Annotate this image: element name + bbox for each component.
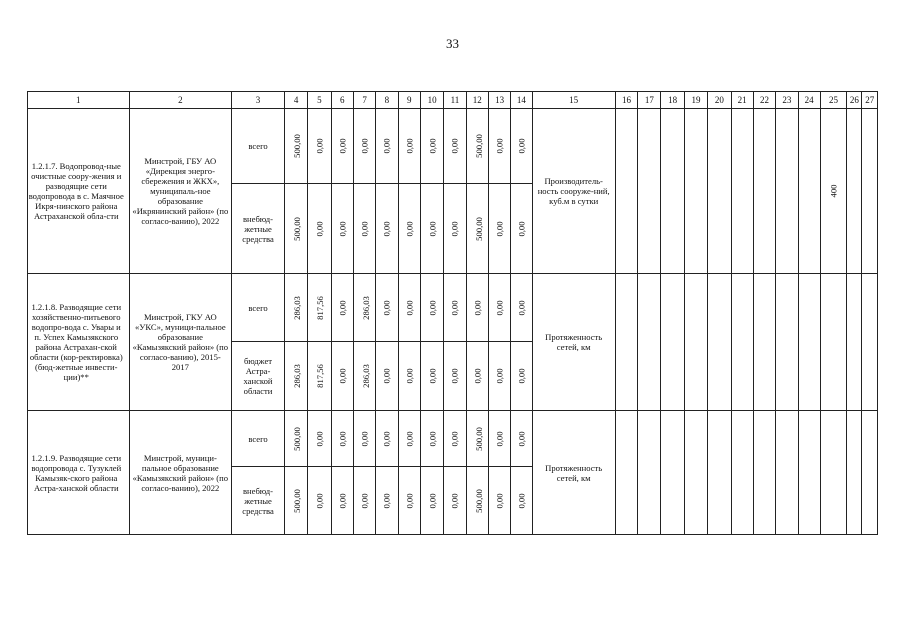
amount-value: 0,00 bbox=[337, 299, 348, 316]
amount-cell bbox=[376, 109, 398, 184]
funding-source: внебюд-жетные средства bbox=[232, 184, 285, 274]
funding-source: всего bbox=[232, 411, 285, 467]
indicator-cell: Производитель-ность сооруже-ний, куб.м в сутки bbox=[532, 109, 615, 274]
amount-value: 0,00 bbox=[516, 220, 527, 237]
amount-cell bbox=[284, 467, 307, 535]
funding-source: внебюд-жетные средства bbox=[232, 467, 285, 535]
amount-value: 0,00 bbox=[404, 299, 415, 316]
target-cell-25 bbox=[820, 274, 846, 411]
target-cell-24 bbox=[798, 274, 820, 411]
amount-value: 0,00 bbox=[337, 430, 348, 447]
amount-value: 0,00 bbox=[381, 430, 392, 447]
amount-value: 0,00 bbox=[494, 299, 505, 316]
amount-cell bbox=[511, 411, 532, 467]
target-cell-27 bbox=[862, 274, 878, 411]
target-cell-21 bbox=[731, 109, 753, 274]
amount-cell bbox=[444, 184, 466, 274]
amount-value: 500,00 bbox=[473, 426, 484, 451]
target-cell-20 bbox=[708, 109, 731, 274]
amount-value: 0,00 bbox=[381, 492, 392, 509]
amount-value: 0,00 bbox=[381, 368, 392, 384]
target-cell-21 bbox=[731, 411, 753, 535]
column-header: 10 bbox=[420, 92, 443, 109]
measure-description: 1.2.1.7. Водопровод-ные очистные соору-жения и разводящие сети водопровода в с. Маячное Икря-нинского района Астраханской обла-сти bbox=[28, 109, 130, 274]
amount-value: 0,00 bbox=[314, 220, 325, 237]
amount-value: 0,00 bbox=[404, 430, 415, 447]
column-header: 7 bbox=[353, 92, 375, 109]
target-cell-25 bbox=[820, 411, 846, 535]
funding-source: всего bbox=[232, 274, 285, 342]
program-table bbox=[27, 91, 878, 535]
amount-value: 0,00 bbox=[381, 220, 392, 237]
amount-value: 0,00 bbox=[427, 368, 438, 384]
amount-cell bbox=[353, 411, 375, 467]
column-header: 11 bbox=[444, 92, 466, 109]
amount-value: 0,00 bbox=[449, 299, 460, 316]
target-cell-19 bbox=[684, 274, 707, 411]
target-cell-25 bbox=[820, 109, 846, 274]
amount-value: 0,00 bbox=[381, 138, 392, 154]
amount-value: 0,00 bbox=[359, 220, 370, 237]
amount-value: 0,00 bbox=[427, 220, 438, 237]
amount-cell bbox=[444, 467, 466, 535]
measure-description: 1.2.1.9. Разводящие сети водопровода с. Тузуклей Камызяк-ского района Астра-ханской области bbox=[28, 411, 130, 535]
amount-cell bbox=[511, 184, 532, 274]
amount-value: 0,00 bbox=[494, 492, 505, 509]
amount-value: 0,00 bbox=[314, 492, 325, 509]
column-header: 18 bbox=[661, 92, 684, 109]
amount-value: 0,00 bbox=[449, 220, 460, 237]
amount-cell bbox=[444, 411, 466, 467]
target-value: 400 bbox=[828, 184, 839, 198]
column-header: 12 bbox=[466, 92, 488, 109]
amount-value: 0,00 bbox=[449, 430, 460, 447]
amount-value: 500,00 bbox=[473, 488, 484, 513]
amount-value: 0,00 bbox=[516, 138, 527, 154]
funding-source: всего bbox=[232, 109, 285, 184]
column-header: 19 bbox=[684, 92, 707, 109]
target-cell-19 bbox=[684, 109, 707, 274]
amount-value: 0,00 bbox=[427, 430, 438, 447]
amount-value: 0,00 bbox=[337, 492, 348, 509]
column-header: 13 bbox=[488, 92, 510, 109]
amount-value: 0,00 bbox=[427, 492, 438, 509]
column-header: 25 bbox=[820, 92, 846, 109]
amount-cell bbox=[398, 467, 420, 535]
amount-value: 0,00 bbox=[494, 430, 505, 447]
executor-cell: Минстрой, ГКУ АО «УКС», муници-пальное образование «Камызякский район» (по согласо-ванию), 2015-2017 bbox=[129, 274, 232, 411]
amount-value: 286,03 bbox=[360, 364, 371, 388]
amount-cell bbox=[376, 411, 398, 467]
amount-cell bbox=[420, 109, 443, 184]
indicator-cell: Протяженность сетей, км bbox=[532, 274, 615, 411]
amount-value: 0,00 bbox=[494, 138, 505, 154]
amount-value: 817,56 bbox=[315, 364, 326, 388]
target-cell-26 bbox=[847, 274, 862, 411]
amount-cell bbox=[511, 467, 532, 535]
amount-cell bbox=[331, 184, 353, 274]
amount-cell bbox=[420, 411, 443, 467]
table-row bbox=[28, 411, 878, 467]
amount-value: 0,00 bbox=[359, 138, 370, 154]
amount-cell bbox=[353, 342, 375, 411]
amount-cell bbox=[376, 274, 398, 342]
measure-description: 1.2.1.8. Разводящие сети хозяйственно-питьевого водопро-вода с. Увары и п. Успех Камызякского района Астрахан-ской области (кор-ректировка) (бюд-жетные инвести-ции)** bbox=[28, 274, 130, 411]
amount-value: 0,00 bbox=[472, 368, 483, 384]
amount-value: 0,00 bbox=[404, 138, 415, 154]
amount-cell bbox=[398, 184, 420, 274]
amount-value: 0,00 bbox=[359, 492, 370, 509]
column-header: 4 bbox=[284, 92, 307, 109]
amount-cell bbox=[331, 109, 353, 184]
amount-cell bbox=[353, 184, 375, 274]
target-cell-20 bbox=[708, 274, 731, 411]
amount-cell bbox=[284, 411, 307, 467]
funding-source: бюджет Астра-ханской области bbox=[232, 342, 285, 411]
amount-value: 817,56 bbox=[315, 295, 326, 320]
column-header: 2 bbox=[129, 92, 232, 109]
amount-value: 500,00 bbox=[291, 216, 302, 241]
target-cell-22 bbox=[753, 109, 775, 274]
amount-cell bbox=[466, 109, 488, 184]
column-header: 20 bbox=[708, 92, 731, 109]
amount-cell bbox=[466, 342, 488, 411]
amount-value: 0,00 bbox=[404, 368, 415, 384]
amount-value: 0,00 bbox=[427, 299, 438, 316]
amount-value: 0,00 bbox=[359, 430, 370, 447]
amount-cell bbox=[308, 342, 331, 411]
amount-value: 0,00 bbox=[494, 368, 505, 384]
target-cell-23 bbox=[776, 411, 798, 535]
amount-value: 500,00 bbox=[473, 134, 484, 158]
target-cell-22 bbox=[753, 274, 775, 411]
amount-cell bbox=[488, 342, 510, 411]
column-header: 6 bbox=[331, 92, 353, 109]
target-cell-16 bbox=[615, 274, 637, 411]
column-header: 14 bbox=[511, 92, 532, 109]
amount-cell bbox=[398, 342, 420, 411]
table-row bbox=[28, 274, 878, 342]
amount-cell bbox=[488, 184, 510, 274]
amount-value: 0,00 bbox=[516, 368, 527, 384]
table-row bbox=[28, 109, 878, 184]
amount-cell bbox=[353, 274, 375, 342]
amount-value: 0,00 bbox=[404, 220, 415, 237]
column-header: 27 bbox=[862, 92, 878, 109]
amount-value: 0,00 bbox=[516, 299, 527, 316]
target-cell-18 bbox=[661, 274, 684, 411]
target-cell-26 bbox=[847, 411, 862, 535]
amount-value: 0,00 bbox=[449, 492, 460, 509]
target-cell-26 bbox=[847, 109, 862, 274]
amount-cell bbox=[420, 342, 443, 411]
amount-cell bbox=[444, 109, 466, 184]
amount-cell bbox=[420, 184, 443, 274]
amount-value: 286,03 bbox=[360, 295, 371, 320]
amount-value: 0,00 bbox=[337, 138, 348, 154]
amount-cell bbox=[398, 274, 420, 342]
amount-cell bbox=[284, 184, 307, 274]
amount-cell bbox=[488, 109, 510, 184]
target-cell-21 bbox=[731, 274, 753, 411]
target-cell-16 bbox=[615, 411, 637, 535]
column-header: 24 bbox=[798, 92, 820, 109]
target-cell-27 bbox=[862, 109, 878, 274]
amount-value: 0,00 bbox=[449, 138, 460, 154]
amount-value: 0,00 bbox=[337, 368, 348, 384]
amount-cell bbox=[331, 467, 353, 535]
target-cell-17 bbox=[638, 109, 661, 274]
column-header: 1 bbox=[28, 92, 130, 109]
column-header: 22 bbox=[753, 92, 775, 109]
amount-cell bbox=[488, 411, 510, 467]
amount-cell bbox=[308, 467, 331, 535]
amount-value: 0,00 bbox=[314, 138, 325, 154]
amount-cell bbox=[353, 467, 375, 535]
target-cell-17 bbox=[638, 274, 661, 411]
target-cell-20 bbox=[708, 411, 731, 535]
amount-cell bbox=[466, 274, 488, 342]
amount-value: 500,00 bbox=[291, 426, 302, 451]
amount-cell bbox=[308, 109, 331, 184]
amount-cell bbox=[284, 274, 307, 342]
column-header: 21 bbox=[731, 92, 753, 109]
column-header: 5 bbox=[308, 92, 331, 109]
amount-value: 0,00 bbox=[449, 368, 460, 384]
amount-cell bbox=[284, 342, 307, 411]
amount-cell bbox=[444, 274, 466, 342]
amount-value: 0,00 bbox=[472, 299, 483, 316]
amount-cell bbox=[376, 342, 398, 411]
executor-cell: Минстрой, ГБУ АО «Дирекция энерго-сбережения и ЖКХ», муниципаль-ное образование «Икрянинский район» (по согласо-ванию), 2022 bbox=[129, 109, 232, 274]
amount-value: 0,00 bbox=[494, 220, 505, 237]
amount-cell bbox=[331, 411, 353, 467]
amount-value: 0,00 bbox=[381, 299, 392, 316]
amount-value: 0,00 bbox=[314, 430, 325, 447]
indicator-cell: Протяженность сетей, км bbox=[532, 411, 615, 535]
column-header: 23 bbox=[776, 92, 798, 109]
target-cell-24 bbox=[798, 411, 820, 535]
target-cell-22 bbox=[753, 411, 775, 535]
amount-cell bbox=[420, 274, 443, 342]
header-row bbox=[28, 92, 878, 109]
page-number: 33 bbox=[446, 36, 459, 51]
target-cell-23 bbox=[776, 274, 798, 411]
target-cell-17 bbox=[638, 411, 661, 535]
column-header: 16 bbox=[615, 92, 637, 109]
amount-value: 0,00 bbox=[337, 220, 348, 237]
amount-cell bbox=[398, 109, 420, 184]
amount-value: 500,00 bbox=[291, 488, 302, 513]
target-cell-19 bbox=[684, 411, 707, 535]
target-cell-18 bbox=[661, 411, 684, 535]
column-header: 26 bbox=[847, 92, 862, 109]
amount-value: 0,00 bbox=[427, 138, 438, 154]
column-header: 9 bbox=[398, 92, 420, 109]
amount-value: 286,03 bbox=[291, 295, 302, 320]
target-cell-16 bbox=[615, 109, 637, 274]
amount-cell bbox=[376, 467, 398, 535]
amount-value: 286,03 bbox=[291, 364, 302, 388]
amount-cell bbox=[284, 109, 307, 184]
amount-value: 0,00 bbox=[516, 492, 527, 509]
amount-cell bbox=[353, 109, 375, 184]
amount-cell bbox=[308, 274, 331, 342]
amount-cell bbox=[331, 342, 353, 411]
column-header: 17 bbox=[638, 92, 661, 109]
amount-cell bbox=[308, 411, 331, 467]
target-cell-23 bbox=[776, 109, 798, 274]
column-header: 15 bbox=[532, 92, 615, 109]
amount-cell bbox=[511, 342, 532, 411]
amount-cell bbox=[466, 411, 488, 467]
amount-cell bbox=[308, 184, 331, 274]
column-header: 3 bbox=[232, 92, 285, 109]
amount-value: 500,00 bbox=[291, 134, 302, 158]
target-cell-27 bbox=[862, 411, 878, 535]
amount-value: 0,00 bbox=[516, 430, 527, 447]
amount-cell bbox=[488, 467, 510, 535]
amount-cell bbox=[488, 274, 510, 342]
target-cell-24 bbox=[798, 109, 820, 274]
amount-cell bbox=[398, 411, 420, 467]
amount-cell bbox=[331, 274, 353, 342]
amount-cell bbox=[466, 184, 488, 274]
amount-cell bbox=[420, 467, 443, 535]
amount-cell bbox=[511, 109, 532, 184]
column-header: 8 bbox=[376, 92, 398, 109]
amount-value: 0,00 bbox=[404, 492, 415, 509]
amount-cell bbox=[466, 467, 488, 535]
amount-cell bbox=[444, 342, 466, 411]
amount-value: 500,00 bbox=[473, 216, 484, 241]
amount-cell bbox=[376, 184, 398, 274]
amount-cell bbox=[511, 274, 532, 342]
target-cell-18 bbox=[661, 109, 684, 274]
executor-cell: Минстрой, муници-пальное образование «Камызякский район» (по согласо-ванию), 2022 bbox=[129, 411, 232, 535]
